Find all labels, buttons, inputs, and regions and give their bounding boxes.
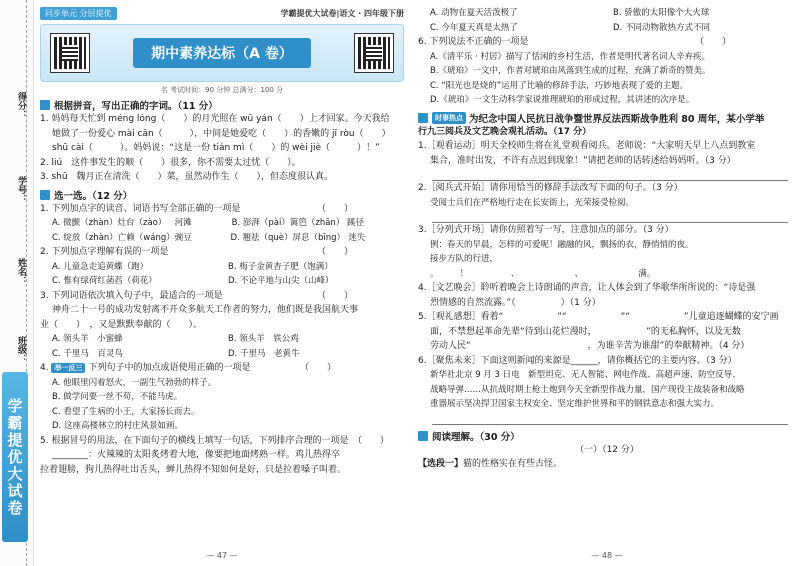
news-line: 战略导弹……从抗战时期土枪土炮到今天全新型作战力量，国产现役主战装备和战略 bbox=[430, 384, 745, 395]
question-line: 例：春天的早晨，怎样的可爱呢！融融的风，飘扬的衣，静悄悄的夜。 bbox=[430, 239, 694, 250]
student-no-field: 学号： bbox=[16, 176, 26, 203]
section-header-cont: 行九三阅兵及文艺晚会观礼活动。（17 分） bbox=[418, 126, 592, 137]
section-header: 时事热点 为纪念中国人民抗日战争暨世界反法西斯战争胜利 80 周年，某小学举 bbox=[418, 111, 796, 125]
option-line: A. 他眼里闪着怒火，一副生气勃勃的样子。 bbox=[52, 377, 217, 388]
question-line: 拉着翅膀，狗儿热得吐出舌头，蝉儿热得不知如何是好，只是拉着嗓子叫着。 bbox=[40, 464, 347, 475]
question-line: 业（ ） ，又是默默奉献的（ ）。 bbox=[40, 319, 203, 330]
section-header: 阅读理解。（30 分） bbox=[418, 429, 796, 443]
question-line: 2. liú 这件事发生的顺（ ）很多，你不需要太过忧（ ）。 bbox=[40, 157, 301, 168]
option-row: A. 动物在夏天活泼极了 B. 骄傲的太阳像个大火球 bbox=[430, 8, 710, 18]
question-line: 3. 下列词语依次填入句子中，最适合的一项是 （ ） bbox=[40, 290, 353, 301]
question-line: 4.［文艺晚会］聆听着晚会上诗朗诵的声音，让人体会到了华歌华所所说的：“诗是强 bbox=[418, 283, 756, 293]
question-line: 4. 举一反三 下列句子中的加点成语使用正确的一项是 （ ） bbox=[40, 363, 336, 373]
question-line: 6. 下列说法不正确的一项是 （ ） bbox=[418, 37, 731, 47]
section-icon bbox=[40, 100, 50, 110]
right-page bbox=[418, 6, 796, 562]
section-header: 选一选。（12 分） bbox=[40, 188, 404, 202]
question-line: 烈情感的自然流露。”（ ）（1 分） bbox=[430, 297, 601, 308]
option-line: C. “阳光也是烧的”运用了比喻的修辞手法，巧妙地表现了爱的主题。 bbox=[430, 80, 689, 91]
exam-banner bbox=[40, 24, 404, 82]
question-line: 劳动人民“ ，为谁辛苦为谁甜”的奉献精神。（4 分） bbox=[430, 341, 750, 351]
question-line: 她做了一份爱心 mài cān（ ），中间是她爱吃（ ）的香嫩的 jī ròu（ ） bbox=[52, 128, 391, 139]
page-number: — 48 — bbox=[591, 551, 623, 560]
option-line: B.《琥珀》一文中，作者对琥珀由风落到生成的过程，充满了新奇的赞美。 bbox=[430, 66, 711, 76]
tag-badge: 举一反三 bbox=[51, 363, 85, 373]
brand-logo: 学霸提优大试卷 bbox=[2, 372, 28, 542]
answer-line[interactable] bbox=[432, 168, 788, 181]
qr-code-icon bbox=[51, 34, 89, 72]
question-line: 2. 下列加点字理解有误的一项是 （ ） bbox=[40, 247, 353, 257]
option-row: C. 千里马 百灵鸟 D. 千里马 老黄牛 bbox=[52, 348, 300, 359]
qr-code-icon bbox=[355, 34, 393, 72]
question-line: 接步方队的行进， bbox=[430, 254, 499, 264]
question-line: 受阅士兵们在严格地行走在长安街上，光荣接受检阅。 bbox=[430, 197, 635, 208]
option-row: C. 惟有绿荷红菡萏（荷花） D. 不论平地与山尖（山峰） bbox=[52, 276, 334, 286]
question-line: 6.［聚焦未来］下面这则新闻的来源是______，请你概括它的主要内容。（3 分） bbox=[418, 355, 737, 366]
question-line: 3. shū 魏月正在清洗（ ）菜，虽然动作生（ ），但态度很认真。 bbox=[40, 172, 334, 182]
left-page bbox=[40, 6, 404, 562]
question-line: 1. 下列加点字的读音、词语书写全部正确的一项是 （ ） bbox=[40, 203, 353, 214]
question-line: 。 ！ 、 、 满。 bbox=[430, 268, 656, 279]
option-line: C. 看望了生病的小王，大家扬长而去。 bbox=[52, 406, 200, 417]
question-line: 面，不禁想起革命先辈“待到山花烂漫时， ”的无私胸怀，以及无数 bbox=[430, 326, 741, 337]
exam-meta: 名 考试时间：90 分钟 总满分：100 分 bbox=[160, 86, 284, 94]
page-number: — 47 — bbox=[206, 551, 238, 560]
question-line: 5. 根据冒号的用法，在下面句子的横线上填写一句话，下列排序合理的一项是 （ ） bbox=[40, 435, 389, 446]
option-line: B. 做学问要一丝不苟，不能马虎。 bbox=[52, 392, 183, 402]
section-icon bbox=[418, 431, 428, 441]
score-field: 得分： bbox=[16, 92, 26, 119]
option-row: A. 领头羊 小蜜蜂 B. 领头羊 铁公鸡 bbox=[52, 334, 299, 344]
option-line: D.《琥珀》一文生动科学家说推理琥珀的形成过程，其讲述的次序是。 bbox=[430, 95, 695, 105]
answer-line[interactable] bbox=[432, 412, 788, 425]
question-line: 1. 妈妈每天忙到 méng lóng（ ）的月光照在 wū yán（ ）上才回家。今天我给 bbox=[40, 114, 390, 124]
section-icon bbox=[40, 190, 50, 200]
binding-strip bbox=[0, 0, 34, 566]
question-line: 3.［分列式开场］请你仿照着写一写，注意加点的部分。（3 分） bbox=[418, 225, 674, 235]
option-row: C. 绽放（zhàn） 亡赖（wáng） 豌豆 D. 翘祛（què） 屏息（bīng） 迷失 bbox=[52, 232, 366, 243]
news-line: 新华社北京 9 月 3 日电 新型坦克、无人智能、网电作战、高超声速、防空反导、 bbox=[430, 370, 741, 380]
question-line: 集合，准时出发，不许有点迟到现象！”请把老师的话转述给妈妈听。（3 分） bbox=[430, 155, 736, 166]
name-field: 姓名： bbox=[16, 258, 26, 285]
news-line: 重器展示坚决捍卫国家主权安全、坚定维护世界和平的钢铁意志和强大实力。 bbox=[430, 399, 720, 409]
option-row: A. 儿童急走追黄蝶（跑） B. 梅子金黄杏子肥（饱满） bbox=[52, 261, 333, 272]
option-row: C. 今年夏天真是太热了 D. 不同动物散热方式不同 bbox=[430, 22, 710, 33]
class-field: 班级： bbox=[16, 336, 26, 363]
tag-badge: 时事热点 bbox=[432, 112, 466, 124]
selection-line: 【选段一】猫的性格实在有些古怪。 bbox=[418, 459, 563, 469]
option-line: A.《清平乐 · 村居》描写了恬闲的乡村生活，作者是明代著名词人辛弃疾。 bbox=[430, 51, 710, 62]
question-line: shū cài（ ）。妈妈说：“这是一份 tián mì（ ）的 wèi jiè（ ）！” bbox=[52, 143, 380, 153]
section-icon bbox=[418, 113, 428, 123]
exam-title: 期中素养达标（A 卷） bbox=[133, 38, 311, 68]
answer-line[interactable] bbox=[432, 210, 788, 223]
question-line: 5.［观礼感想］看着“ ”“ ”“ ”儿童追逐蝴蝶的安宁画 bbox=[418, 312, 779, 322]
option-row: A. 微颤（zhàn） 灶台（zào） 河滩 B. 澎湃（pài） 篱笆（zhān） 蹊径 bbox=[52, 218, 364, 228]
question-line: 神舟二十一号的成功发射离不开众多航天工作者的努力，他们既是我国航天事 bbox=[52, 305, 359, 315]
part-title: （一）（12 分） bbox=[575, 444, 639, 455]
unit-tag: 同步单元 分层提优 bbox=[40, 7, 117, 20]
question-line: 1.［观看运动］明天全校师生将在礼堂观看阅兵。老师说：“大家明天早上八点到教室 bbox=[418, 141, 756, 151]
series-title: 学霸提优大试卷|语文 · 四年级下册 bbox=[280, 8, 404, 18]
section-header: 根据拼音，写出正确的字词。（11 分） bbox=[40, 98, 404, 112]
question-line: 2.［阅兵式开始］请你用恰当的修辞手法改写下面的句子。（3 分） bbox=[418, 183, 683, 193]
question-line: ________：火辣辣的太阳炙烤着大地，像要把地面烤熟一样。鸡儿热得卒 bbox=[52, 450, 341, 460]
option-line: D. 这座高楼林立的村庄风景如画。 bbox=[52, 421, 183, 431]
